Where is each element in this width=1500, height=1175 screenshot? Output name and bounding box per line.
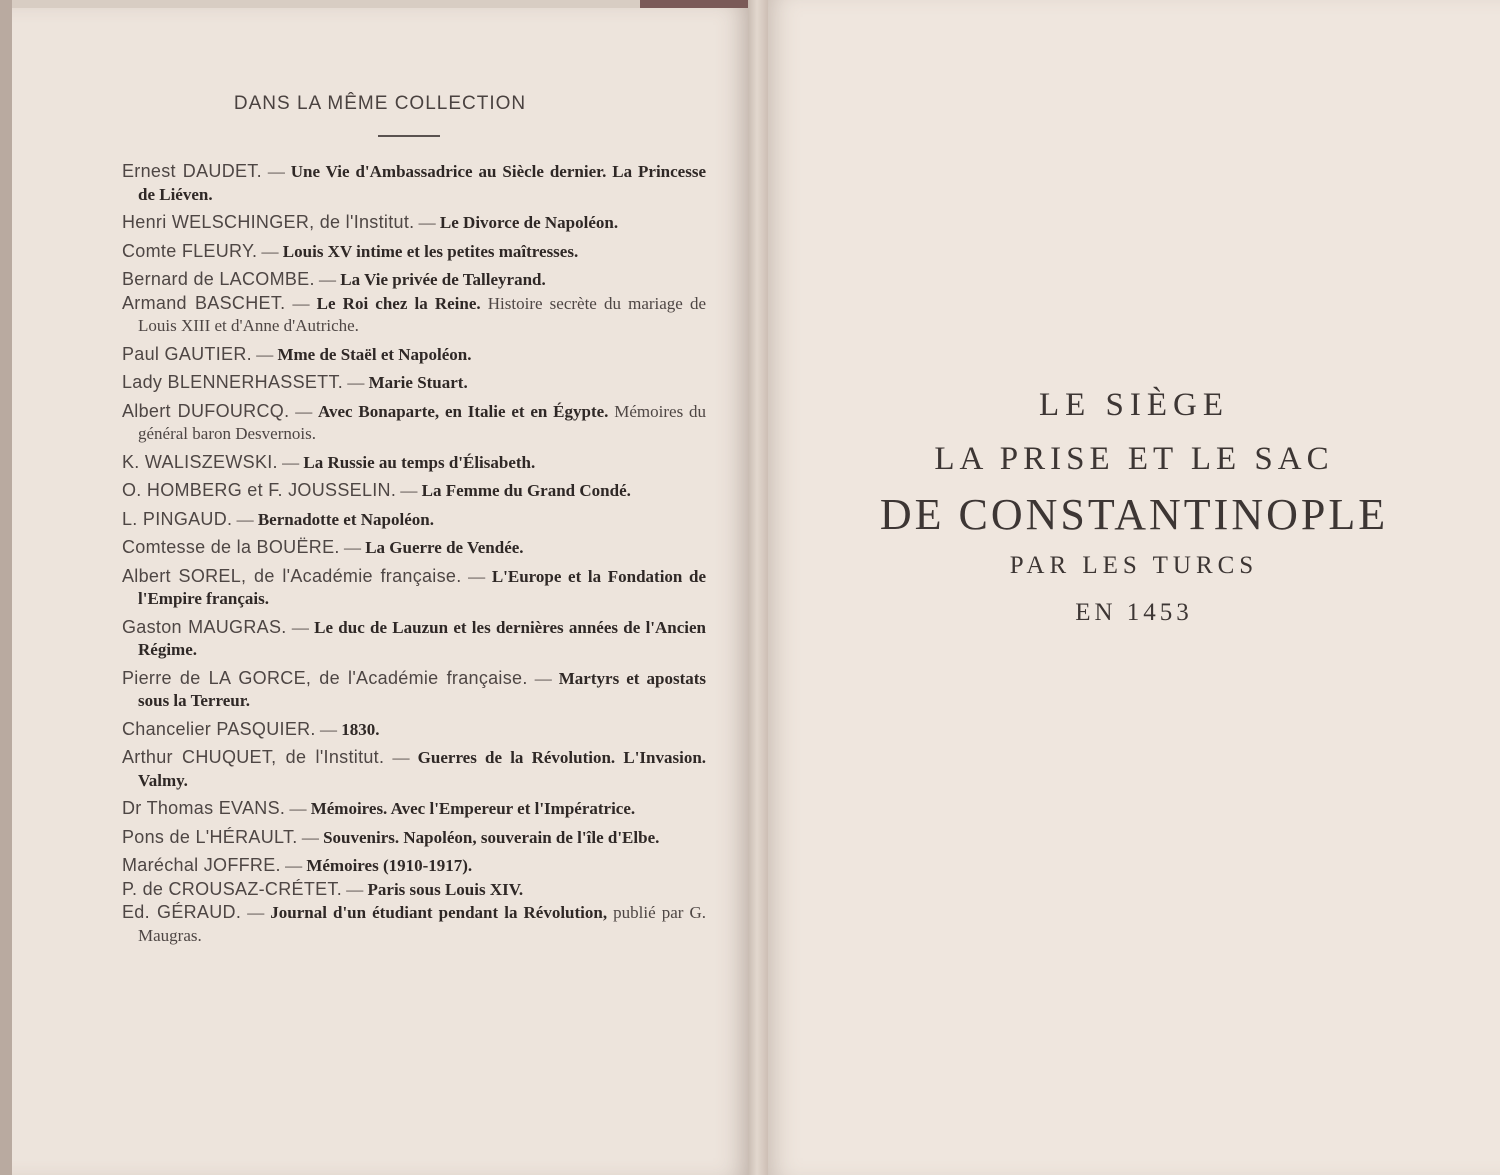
entry-work: L'Europe et la Fondation de l'Empire français.	[138, 566, 707, 608]
entry-work: Le duc de Lauzun et les dernières années de l'Ancien Régime.	[138, 617, 707, 659]
book-entry	[122, 479, 706, 503]
entry-author: Chancelier PASQUIER.	[122, 718, 316, 739]
entry-separator: —	[301, 827, 319, 847]
book-entry	[122, 240, 706, 264]
title-line-4: PAR LES TURCS	[1009, 552, 1259, 579]
entry-work: Marie Stuart.	[368, 373, 468, 392]
book-list	[122, 160, 706, 952]
entry-separator: —	[534, 668, 552, 688]
entry-work: Bernadotte et Napoléon.	[257, 509, 434, 529]
title-line-2: LA PRISE ET LE SAC	[934, 441, 1334, 477]
entry-separator: —	[468, 566, 486, 586]
entry-separator: —	[392, 748, 410, 767]
entry-separator: —	[289, 799, 307, 818]
cover-top-edge	[640, 0, 750, 8]
entry-work: Le Divorce de Napoléon.	[439, 213, 619, 232]
book-entry	[122, 343, 706, 367]
entry-work: Avec Bonaparte, en Italie et en Égypte.	[318, 401, 609, 421]
book-entry	[122, 826, 706, 850]
entry-separator: —	[418, 213, 436, 232]
book-entry	[122, 508, 706, 532]
entry-separator: —	[295, 401, 313, 421]
entry-note: Mémoires du général baron Desvernois.	[138, 401, 706, 443]
entry-author: Comtesse de la BOUËRE.	[122, 537, 340, 557]
book-entry	[122, 616, 706, 662]
book-entry	[122, 160, 706, 206]
entry-separator: —	[247, 903, 265, 922]
entry-author: P. de CROUSAZ-CRÉTET.	[122, 878, 343, 899]
entry-work: Mémoires (1910-1917).	[306, 856, 473, 875]
entry-author: Maréchal JOFFRE.	[122, 855, 281, 875]
entry-author: Ernest DAUDET.	[122, 161, 262, 181]
book-entry	[122, 451, 706, 475]
entry-author: O. HOMBERG et F. JOUSSELIN.	[122, 480, 397, 500]
entry-work: Guerres de la Révolution. L'Invasion. Valmy.	[138, 748, 707, 790]
entry-author: Arthur CHUQUET, de l'Institut.	[122, 747, 385, 767]
entry-separator: —	[261, 241, 279, 261]
entry-author: Ed. GÉRAUD.	[122, 902, 242, 922]
book-entry	[122, 718, 706, 742]
entry-separator: —	[291, 617, 309, 637]
entry-work: Paris sous Louis XIV.	[367, 879, 524, 899]
title-line-1: LE SIÈGE	[1038, 387, 1230, 423]
entry-author: Pons de L'HÉRAULT.	[122, 826, 298, 847]
entry-separator: —	[282, 452, 300, 472]
entry-author: Armand BASCHET.	[122, 292, 286, 313]
entry-work: Journal d'un étudiant pendant la Révolution,	[270, 903, 608, 922]
entry-separator: —	[292, 293, 310, 313]
entry-separator: —	[319, 719, 337, 739]
entry-note: publié par G. Maugras.	[138, 903, 707, 945]
entry-author: Paul GAUTIER.	[122, 343, 252, 364]
entry-author: Pierre de LA GORCE, de l'Académie française.	[122, 667, 528, 688]
entry-author: Albert SOREL, de l'Académie française.	[122, 565, 462, 586]
entry-work: La Russie au temps d'Élisabeth.	[303, 452, 536, 472]
book-entry	[122, 878, 706, 902]
entry-separator: —	[343, 538, 361, 557]
heading-rule	[378, 135, 440, 137]
book-entry	[122, 371, 706, 395]
entry-author: Comte FLEURY.	[122, 240, 258, 261]
book-entry	[122, 565, 706, 611]
book-entry	[122, 211, 706, 235]
book-entry	[122, 746, 706, 792]
entry-separator: —	[236, 509, 254, 529]
title-block	[768, 380, 1500, 638]
entry-separator: —	[285, 856, 303, 875]
entry-separator: —	[346, 879, 364, 899]
entry-separator: —	[267, 162, 285, 181]
entry-work: Mme de Staël et Napoléon.	[277, 344, 472, 364]
entry-work: Mémoires. Avec l'Empereur et l'Impératrice.	[310, 799, 636, 818]
entry-work: Martyrs et apostats sous la Terreur.	[138, 668, 707, 710]
entry-author: Henri WELSCHINGER, de l'Institut.	[122, 212, 415, 232]
entry-author: Dr Thomas EVANS.	[122, 798, 286, 818]
entry-author: Gaston MAUGRAS.	[122, 616, 287, 637]
entry-note: Histoire secrète du mariage de Louis XIII et d'Anne d'Autriche.	[138, 293, 706, 335]
book-entry	[122, 292, 706, 338]
entry-separator: —	[400, 481, 418, 500]
entry-work: Louis XV intime et les petites maîtresses.	[282, 241, 579, 261]
right-page	[768, 0, 1500, 1175]
entry-author: L. PINGAUD.	[122, 508, 233, 529]
book-entry	[122, 797, 706, 821]
book-entry	[122, 400, 706, 446]
entry-work: Le Roi chez la Reine.	[316, 293, 481, 313]
entry-work: La Guerre de Vendée.	[365, 538, 524, 557]
entry-work: La Vie privée de Talleyrand.	[340, 270, 546, 289]
title-line-3: DE CONSTANTINOPLE	[879, 490, 1389, 539]
book-entry	[122, 901, 706, 947]
entry-author: Bernard de LACOMBE.	[122, 269, 315, 289]
left-cover-edge	[0, 0, 12, 1175]
entry-separator: —	[347, 373, 365, 392]
book-entry	[122, 536, 706, 560]
entry-separator: —	[256, 344, 274, 364]
entry-work: La Femme du Grand Condé.	[421, 481, 631, 500]
entry-work: Une Vie d'Ambassadrice au Siècle dernier. La Princesse de Liéven.	[138, 162, 707, 204]
collection-heading: DANS LA MÊME COLLECTION	[233, 93, 527, 114]
book-entry	[122, 268, 706, 292]
left-page	[12, 8, 748, 1175]
entry-work: 1830.	[341, 719, 380, 739]
entry-author: Albert DUFOURCQ.	[122, 400, 290, 421]
entry-author: Lady BLENNERHASSETT.	[122, 372, 344, 392]
entry-separator: —	[319, 270, 337, 289]
entry-work: Souvenirs. Napoléon, souverain de l'île d'Elbe.	[323, 827, 660, 847]
book-gutter	[748, 0, 768, 1175]
entry-author: K. WALISZEWSKI.	[122, 451, 278, 472]
book-entry	[122, 854, 706, 878]
title-line-5: EN 1453	[1075, 599, 1193, 626]
book-entry	[122, 667, 706, 713]
